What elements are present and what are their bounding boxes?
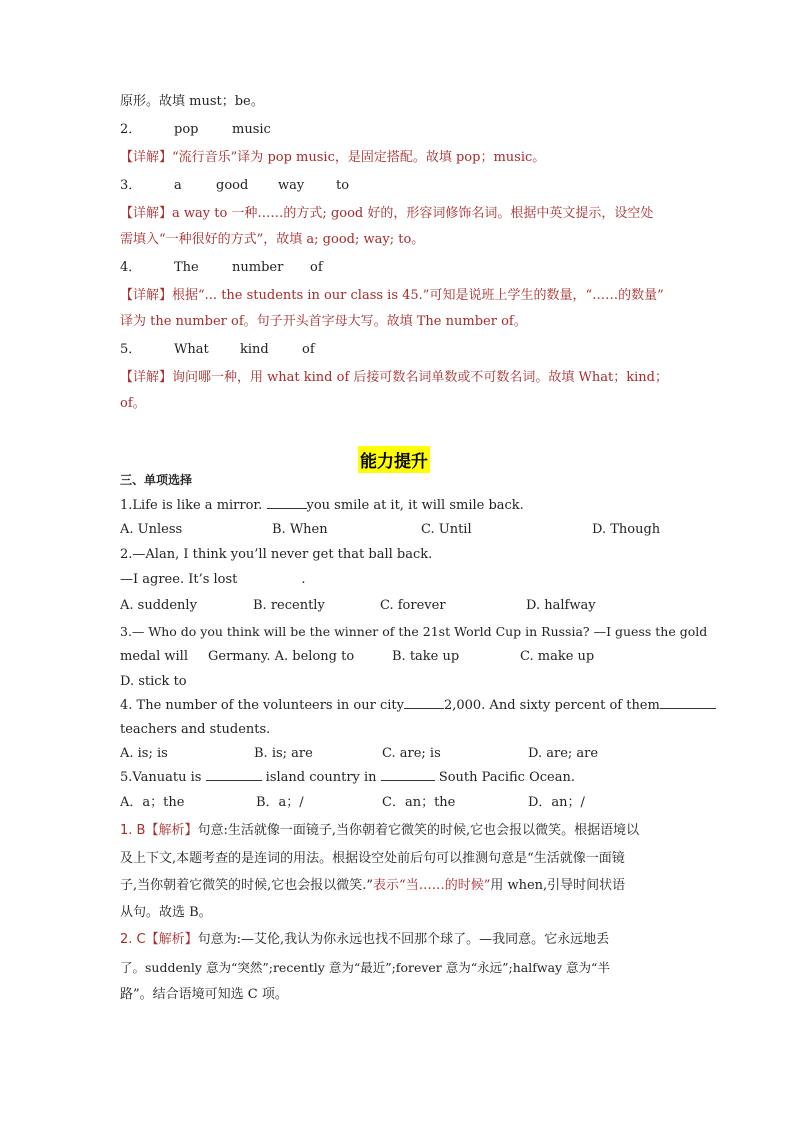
answer-word: What	[174, 342, 209, 357]
question-text: .	[301, 572, 306, 587]
option-c: C. make up	[520, 649, 595, 664]
analysis-1-l4: 从句。故选 B。	[120, 905, 212, 920]
answer-word: to	[336, 178, 350, 193]
detail-5	[120, 368, 668, 388]
option-a: A. is; is	[120, 746, 168, 761]
option-c: C. forever	[380, 598, 446, 613]
option-d: D. halfway	[526, 598, 596, 613]
option-c: C. Until	[421, 522, 472, 537]
option-b: B. recently	[253, 598, 325, 613]
answer-blank	[404, 696, 444, 709]
detail-text: a way to 一种……的方式; good 好的，形容词修饰名词。根据中英文提示，设空处	[172, 206, 654, 221]
analysis-tag: 2. C【解析】	[120, 932, 198, 947]
question-5	[120, 768, 575, 788]
answer-2	[120, 120, 271, 140]
detail-tag: 【详解】	[120, 206, 173, 221]
detail-tag: 【详解】	[120, 150, 173, 165]
answer-word: a	[174, 178, 182, 193]
question-text: Germany. A. belong to	[208, 649, 355, 664]
answer-word: music	[232, 122, 271, 137]
option-b: B. take up	[392, 649, 460, 664]
analysis-text: 用 when,引导时间状语	[490, 878, 626, 893]
question-2: 2.—Alan, I think you’ll never get that ball back.	[120, 547, 433, 562]
answer-word: of	[302, 342, 315, 357]
analysis-text: 句意:生活就像一面镜子,当你朝着它微笑的时候,它也会报以微笑。根据语境以	[197, 823, 640, 838]
question-text: 1.Life is like a mirror.	[120, 498, 267, 513]
answer-num: 3．	[120, 178, 142, 193]
detail-3	[120, 204, 653, 224]
option-a: A．a；the	[120, 795, 185, 810]
answer-word: way	[278, 178, 305, 193]
option-d: D. Though	[592, 522, 661, 537]
analysis-1-l3	[120, 876, 625, 896]
question-text: 5.Vanuatu is	[120, 770, 206, 785]
question-text: medal will	[120, 649, 188, 664]
analysis-2-l2: 了。suddenly 意为“突然”;recently 意为“最近”;forever 意为“永远”;halfway 意为“半	[120, 960, 610, 975]
answer-word: kind	[240, 342, 269, 357]
detail-text: 询问哪一种，用 what kind of 后接可数名词单数或不可数名词。故填 What；kind；	[172, 370, 668, 385]
option-d: D. are; are	[528, 746, 599, 761]
answer-word: of	[310, 260, 323, 275]
answer-word: number	[232, 260, 284, 275]
analysis-text: 表示“当……的时候”	[373, 878, 491, 893]
answer-4	[120, 258, 323, 278]
detail-4	[120, 286, 664, 306]
analysis-2	[120, 930, 609, 950]
answer-blank	[267, 496, 307, 509]
detail-tag: 【详解】	[120, 370, 173, 385]
detail-3-cont: 需填入“一种很好的方式”，故填 a; good; way; to。	[120, 232, 425, 247]
option-d: D. stick to	[120, 674, 187, 689]
option-b: B. is; are	[254, 746, 313, 761]
analysis-1	[120, 821, 639, 841]
analysis-tag: 1. B【解析】	[120, 823, 198, 838]
section-heading: 能力提升	[358, 446, 430, 473]
detail-5-cont: of。	[120, 396, 146, 411]
option-c: C．an；the	[382, 795, 456, 810]
question-text: South Pacific Ocean.	[434, 770, 575, 785]
section-title: 三、单项选择	[120, 473, 193, 487]
answer-blank	[206, 768, 262, 781]
detail-text: “流行音乐”译为 pop music，是固定搭配。故填 pop；music。	[172, 150, 546, 165]
detail-2	[120, 148, 545, 168]
question-text: island country in	[261, 770, 381, 785]
question-text: 2,000. And sixty percent of them	[443, 698, 660, 713]
analysis-text: 子,当你朝着它微笑的时候,它也会报以微笑.”	[120, 878, 374, 893]
option-a: A. suddenly	[120, 598, 197, 613]
answer-word: The	[174, 260, 199, 275]
detail-4-cont: 译为 the number of。句子开头首字母大写。故填 The number of。	[120, 314, 527, 329]
answer-blank	[381, 768, 435, 781]
option-b: B. When	[272, 522, 328, 537]
answer-5	[120, 340, 315, 360]
option-a: A. Unless	[120, 522, 183, 537]
option-c: C. are; is	[382, 746, 441, 761]
question-text: you smile at it, it will smile back.	[306, 498, 524, 513]
question-4	[120, 696, 716, 716]
detail-text: 根据“... the students in our class is 45.”可知是说班上学生的数量，“……的数量”	[172, 288, 664, 303]
analysis-1-l2: 及上下文,本题考查的是连词的用法。根据设空处前后句可以推测句意是“生活就像一面镜	[120, 851, 625, 866]
answer-num: 2．	[120, 122, 142, 137]
analysis-2-l3: 路”。结合语境可知选 C 项。	[120, 987, 288, 1002]
answer-num: 5．	[120, 342, 142, 357]
question-1	[120, 496, 524, 516]
option-b: B．a；/	[256, 795, 304, 810]
answer-word: good	[216, 178, 249, 193]
question-4-cont: teachers and students.	[120, 722, 271, 737]
detail-tag: 【详解】	[120, 288, 173, 303]
question-3: 3.— Who do you think will be the winner of the 21st World Cup in Russia? —I guess the gold	[120, 624, 708, 639]
answer-word: pop	[174, 122, 199, 137]
analysis-text: 句意为:—艾伦,我认为你永远也找不回那个球了。—我同意。它永远地丢	[197, 932, 610, 947]
answer-1-tail: 原形。故填 must；be。	[120, 94, 264, 109]
answer-blank	[660, 696, 716, 709]
answer-3	[120, 176, 349, 196]
question-2-reply	[120, 570, 306, 590]
question-text: 4. The number of the volunteers in our city	[120, 698, 404, 713]
answer-num: 4．	[120, 260, 142, 275]
option-d: D．an；/	[528, 795, 585, 810]
question-text: —I agree. It’s lost	[120, 572, 238, 587]
